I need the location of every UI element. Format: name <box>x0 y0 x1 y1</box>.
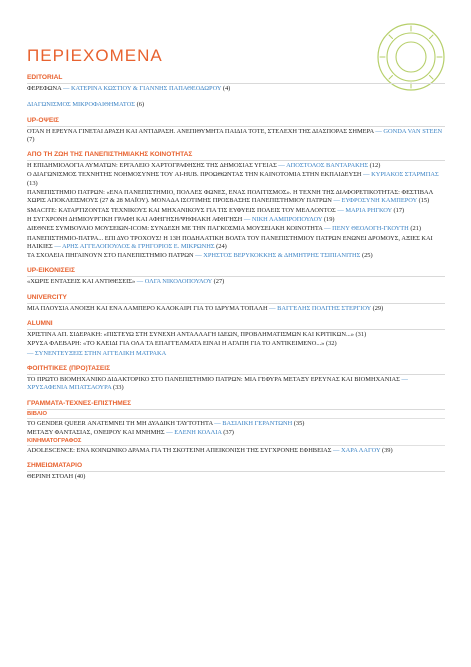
entry-separator: — <box>212 419 223 427</box>
entry-page-number: (39) <box>380 447 393 455</box>
section-heading: EDITORIAL <box>27 74 445 84</box>
entry-separator: — <box>276 162 287 170</box>
entry-separator: — <box>361 171 372 179</box>
toc-entry[interactable] <box>27 350 445 358</box>
entry-separator: — <box>322 225 333 233</box>
toc-list <box>27 74 445 482</box>
toc-section <box>27 393 445 456</box>
entry-page-number: (29) <box>371 304 384 312</box>
entry-author: ΒΑΓΓΕΛΗΣ ΠΟΛΙΤΗΣ ΣΤΕΡΓΙΟΥ <box>277 304 371 312</box>
toc-entry[interactable] <box>27 340 445 348</box>
subsection-heading: ΚΙΝΗΜΑΤΟΓΡΑΦΟΣ <box>27 438 445 446</box>
entry-page-number: (7) <box>27 135 35 143</box>
entry-page-number: (13) <box>27 179 38 187</box>
section-heading: ΣΗΜΕΙΩΜΑΤΑΡΙΟ <box>27 462 445 472</box>
entry-title: ΔΙΕΘΝΕΣ ΣΥΜΒΟΥΛΙΟ ΜΟΥΣΕΙΩΝ-ICOM: ΣΥΝΔΕΣΗ ΜΕ ΤΗΝ ΠΑΓΚΟΣΜΙΑ ΜΟΥΣΕΙΑΚΗ ΚΟΙΝΟΤΗΤΑ <box>27 225 323 233</box>
entry-separator: — <box>27 349 35 357</box>
section-gap <box>27 260 445 267</box>
entry-page-number: (4) <box>221 85 231 92</box>
toc-section <box>27 313 445 358</box>
entry-separator: — <box>135 278 145 286</box>
section-gap <box>27 144 445 151</box>
entry-page-number: (12) <box>368 162 381 170</box>
toc-entry[interactable] <box>27 216 445 224</box>
section-heading: ΑΠΟ ΤΗ ΖΩΗ ΤΗΣ ΠΑΝΕΠΙΣΤΗΜΙΑΚΗΣ ΚΟΙΝΟΤΗΤΑΣ <box>27 151 445 161</box>
section-gap <box>27 393 445 400</box>
toc-entry[interactable] <box>27 420 445 428</box>
entry-title: ΧΡΙΣΤΙΝΑ ΑΠ. ΣΙΔΕΡΑΚΗ: «ΠΙΣΤΕΥΩ ΣΤΗ ΣΥΝΕΧΗ ΑΝΤΑΛΛΑΓΗ ΙΔΕΩΝ, ΠΡΟΒΛΗΜΑΤΙΣΜΩΝ ΚΑΙ ΚΡΙΤΙΚΩΝ...» <box>27 331 354 339</box>
section-heading: UP-ΕΙΚΟΝΙΣΕΙΣ <box>27 267 445 277</box>
section-heading: ALUMNI <box>27 320 445 330</box>
entry-title: ΜΙΑ ΠΛΟΥΣΙΑ ΑΝΟΙΞΗ ΚΑΙ ΕΝΑ ΛΑΜΠΕΡΟ ΚΑΛΟΚΑΙΡΙ ΓΙΑ ΤΟ ΙΔΡΥΜΑ ΤΟΠΑΛΗ <box>27 304 268 312</box>
toc-entry[interactable] <box>27 162 445 170</box>
entry-author: ΟΛΓΑ ΝΙΚΟΛΟΠΟΥΛΟΥ <box>144 278 213 286</box>
entry-separator: — <box>331 447 342 455</box>
entry-page-number: (6) <box>135 101 145 109</box>
entry-page-number: (37) <box>221 428 234 436</box>
section-heading: UP-ΟΨΕΙΣ <box>27 117 445 127</box>
toc-entry[interactable] <box>27 278 445 286</box>
section-gap <box>27 93 445 100</box>
section-heading: UNIVERCITY <box>27 294 445 304</box>
entry-page-number: (24) <box>214 242 227 250</box>
entry-title: SMACITE: ΚΑΤΑΡΤΙΖΟΝΤΑΣ ΤΕΧΝΙΚΟΥΣ ΚΑΙ ΜΗΧΑΝΙΚΟΥΣ ΓΙΑ ΤΙΣ ΕΥΦΥΕΙΣ ΠΟΛΕΙΣ ΤΟΥ ΜΕΛΛΟΝΤΟΣ <box>27 206 336 214</box>
toc-section <box>27 260 445 286</box>
entry-separator: — <box>335 206 346 214</box>
entry-author: ΚΑΤΕΡΙΝΑ ΚΩΣΤΙΟΥ & ΓΙΑΝΝΗΣ ΠΑΠΑΘΕΟΔΩΡΟΥ <box>70 85 222 92</box>
entry-title: ΟΤΑΝ Η ΕΡΕΥΝΑ ΓΙΝΕΤΑΙ ΔΡΑΣΗ ΚΑΙ ΑΝΤΙΔΡΑΣΗ. ΑΝΕΠΙΘΥΜΗΤΑ ΠΑΙΔΙΑ ΤΟΤΕ, ΣΤΕΛΕΧΗ ΤΗΣ ΔΙΑΣΠΟΡΑΣ ΣΗΜΕΡΑ <box>27 127 374 135</box>
entry-page-number: (33) <box>111 384 124 392</box>
toc-entry[interactable] <box>27 171 445 188</box>
toc-entry[interactable] <box>27 429 445 437</box>
entry-title: ΠΑΝΕΠΙΣΤΗΜΙΟ-ΠΑΤΡΑ... ΕΠΙ ΔΥΟ ΤΡΟΧΟΥΣ! Η 13Η ΠΟΔΗΛΑΤΙΚΗ ΒΟΛΤΑ ΤΟΥ ΠΑΝΕΠΙΣΤΗΜΙΟΥ ΠΑΤΡΩΝ ΕΝΩΝΕΙ ΔΡΟΜΟΥΣ, ΑΞΙΕΣ ΚΑΙ ΗΛΙΚΙΕΣ <box>27 234 433 250</box>
entry-separator: — <box>267 304 278 312</box>
entry-title: «ΧΩΡΙΣ ΕΝΤΑΣΕΙΣ ΚΑΙ ΑΝΤΙΘΕΣΕΙΣ» <box>27 278 136 286</box>
entry-page-number: (21) <box>408 225 422 233</box>
entry-page-number: (31) <box>353 331 367 339</box>
entry-author: ΒΑΣΙΛΙΚΗ ΓΕΡΑΝΤΩΝΗ <box>222 419 293 427</box>
entry-separator: — <box>52 242 62 250</box>
subsection-heading: ΒΙΒΛΙΟ <box>27 411 445 419</box>
entry-title: ΤΟ ΠΡΩΤΟ ΒΙΟΜΗΧΑΝΙΚΟ ΔΙΔΑΚΤΟΡΙΚΟ ΣΤΟ ΠΑΝΕΠΙΣΤΗΜΙΟ ΠΑΤΡΩΝ: ΜΙΑ ΓΕΦΥΡΑ ΜΕΤΑΞΥ ΕΡΕΥΝΑΣ ΚΑΙ ΒΙΟΜΗΧΑΝΙΑΣ <box>27 375 400 383</box>
entry-author: ΣΥΝΕΝΤΕΥΞΕΙΣ ΣΤΗΝ ΑΓΓΕΛΙΚΗ ΜΑΤΡΑΚΑ <box>35 349 167 357</box>
entry-title: Η ΣΥΓΧΡΟΝΗ ΔΗΜΙΟΥΡΓΙΚΗ ΓΡΑΦΗ ΚΑΙ ΑΦΗΓΗΣΗ/ΨΗΦΙΑΚΗ ΑΦΗΓΗΣΗ <box>27 215 243 223</box>
entry-author: ΕΥΦΡΟΣΥΝΗ ΚΑΜΠΕΡΟΥ <box>341 197 417 205</box>
entry-title: ΜΕΤΑΞΥ ΦΑΝΤΑΣΙΑΣ, ΟΝΕΙΡΟΥ ΚΑΙ ΜΝΗΜΗΣ <box>27 428 165 436</box>
section-gap <box>27 455 445 462</box>
entry-author: ΔΙΑΓΩΝΙΣΜΟΣ ΜΙΚΡΟΦΑΙΘΗΜΑΤΟΣ <box>27 101 136 109</box>
entry-separator: — <box>193 252 204 260</box>
entry-title: ΠΑΝΕΠΙΣΤΗΜΙΟ ΠΑΤΡΩΝ: «ΕΝΑ ΠΑΝΕΠΙΣΤΗΜΙΟ, ΠΟΛΛΕΣ ΦΩΝΕΣ, ΕΝΑΣ ΠΟΛΙΤΙΣΜΟΣ». Η ΤΕΧΝΗ ΤΗΣ ΔΙΑΦΟΡΕΤΙΚΟΤΗΤΑΣ: ΦΕΣΤΙΒΑΛ ΧΩΡΙΣ ΑΠΟΚΛΕΙΣΜΟΥΣ (27 & 28 ΜΑΪΟΥ). ΜΟΝΑΔΑ ΙΣΟΤΙΜΗΣ ΠΡΟΣΒΑΣΗΣ ΠΑΝΕΠΙΣΤΗΜΙΟΥ ΠΑΤΡΩΝ <box>27 189 434 205</box>
entry-title: Η ΕΠΙΔΗΜΙΟΛΟΓΙΑ ΛΥΜΑΤΩΝ: ΕΡΓΑΛΕΙΟ ΧΑΡΤΟΓΡΑΦΗΣΗΣ ΤΗΣ ΔΗΜΟΣΙΑΣ ΥΓΕΙΑΣ <box>27 162 277 170</box>
toc-entry[interactable] <box>27 189 445 206</box>
entry-page-number: (19) <box>322 215 335 223</box>
page-title: ΠΕΡΙΕΧΟΜΕΝΑ <box>27 46 163 66</box>
section-gap <box>27 313 445 320</box>
section-gap <box>27 110 445 117</box>
section-heading: ΓΡΑΜΜΑΤΑ-ΤΕΧΝΕΣ-ΕΠΙΣΤΗΜΕΣ <box>27 400 445 410</box>
entry-page-number: (17) <box>391 206 405 214</box>
entry-author: ΧΑΡΑ ΛΑΓΟΥ <box>341 447 381 455</box>
entry-title: TO GENDER QUEER ΑΝΑΤΕΜΝΕΙ ΤΗ ΜΗ ΔΥΑΔΙΚΗ ΤΑΥΤΟΤΗΤΑ <box>27 419 213 427</box>
toc-entry[interactable] <box>27 473 445 481</box>
toc-section <box>27 358 445 393</box>
entry-separator: — <box>61 85 71 92</box>
entry-title: ΧΡΥΣΑ ΦΛΕΒΑΡΗ: «ΤΟ ΚΛΕΙΔΙ ΓΙΑ ΟΛΑ ΤΑ ΕΠΑΓΓΕΛΜΑΤΑ ΕΙΝΑΙ Η ΑΓΑΠΗ ΓΙΑ ΤΟ ΑΝΤΙΚΕΙΜΕΝΟ...» <box>27 340 325 348</box>
entry-page-number: (35) <box>292 419 305 427</box>
entry-author: ΠΕΝΥ ΘΕΟΛΟΓΗ-ΓΚΟΥΤΗ <box>332 225 409 233</box>
toc-entry[interactable] <box>27 101 445 109</box>
entry-page-number: (32) <box>324 340 337 348</box>
toc-entry[interactable] <box>27 331 445 339</box>
entry-author: ΜΑΡΙΑ ΡΗΓΚΟΥ <box>345 206 392 214</box>
toc-entry[interactable] <box>27 447 445 455</box>
toc-entry[interactable] <box>27 235 445 252</box>
toc-section <box>27 287 445 313</box>
entry-author: ΚΥΡΙΑΚΟΣ ΣΤΑΡΜΠΑΣ <box>371 171 439 179</box>
toc-entry[interactable] <box>27 128 445 145</box>
entry-separator: — <box>331 197 342 205</box>
toc-entry[interactable] <box>27 305 445 313</box>
entry-author: ΕΛΕΝΗ ΚΟΛΛΙΑ <box>174 428 222 436</box>
section-gap <box>27 358 445 365</box>
entry-title: Ο ΔΙΑΓΩΝΙΣΜΟΣ ΤΕΧΝΗΤΗΣ ΝΟΗΜΟΣΥΝΗΣ ΤΟΥ AI-HUB. ΠΡΟΩΘΩΝΤΑΣ ΤΗΝ ΚΑΙΝΟΤΟΜΙΑ ΣΤΗΝ ΕΚΠΑΙΔΕΥΣΗ <box>27 171 362 179</box>
toc-entry[interactable] <box>27 85 445 93</box>
entry-separator: — <box>164 428 175 436</box>
entry-page-number: (27) <box>212 278 225 286</box>
entry-title: ΘΕΡΙΝΗ ΣΤΟΛΗ <box>27 473 74 481</box>
entry-author: GONDA VAN STEEN <box>383 127 443 135</box>
entry-title: ΤΑ ΣΧΟΛΕΙΑ ΠΗΓΑΙΝΟΥΝ ΣΤΟ ΠΑΝΕΠΙΣΤΗΜΙΟ ΠΑΤΡΩΝ <box>27 252 194 260</box>
toc-section <box>27 110 445 145</box>
entry-page-number: (40) <box>73 473 86 481</box>
toc-section <box>27 93 445 109</box>
toc-entry[interactable] <box>27 207 445 215</box>
toc-section <box>27 74 445 93</box>
entry-separator: — <box>399 375 408 383</box>
toc-entry[interactable] <box>27 376 445 393</box>
entry-author: ΑΡΗΣ ΑΓΓΕΛΟΠΟΥΛΟΣ & ΓΡΗΓΟΡΙΟΣ Ε. ΜΙΚΡΩΝΗΣ <box>61 242 215 250</box>
entry-title: ADOLESCENCE: ΕΝΑ ΚΟΙΝΩΝΙΚΟ ΔΡΑΜΑ ΓΙΑ ΤΗ ΣΚΟΤΕΙΝΗ ΑΠΕΙΚΟΝΙΣΗ ΤΗΣ ΣΥΓΧΡΟΝΗΣ ΕΦΗΒΕΙΑΣ <box>27 447 332 455</box>
toc-section <box>27 144 445 260</box>
entry-separator: — <box>373 127 384 135</box>
entry-author: ΧΡΥΣΑΦΕΝΙΑ ΜΠΑΤΣΑΟΥΡΑ <box>27 384 112 392</box>
toc-section <box>27 455 445 481</box>
entry-title: ΦΕΡΕΦΩΝΑ <box>27 85 62 92</box>
section-heading: ΦΟΙΤΗΤΙΚΕΣ (ΠΡΟ)ΤΑΣΕΙΣ <box>27 365 445 375</box>
section-gap <box>27 287 445 294</box>
toc-entry[interactable] <box>27 225 445 233</box>
toc-entry[interactable] <box>27 252 445 260</box>
entry-separator: — <box>242 215 252 223</box>
entry-author: ΝΙΚΗ ΛΑΜΠΡΟΠΟΥΛΟΥ <box>251 215 323 223</box>
entry-page-number: (15) <box>416 197 430 205</box>
entry-author: ΑΠΟΣΤΟΛΟΣ ΒΑΝΤΑΡΑΚΗΣ <box>286 162 369 170</box>
entry-author: ΧΡΗΣΤΟΣ ΒΕΡΥΚΟΚΚΗΣ & ΔΗΜΗΤΡΗΣ ΤΣΙΠΙΑΝΙΤΗΣ <box>203 252 361 260</box>
entry-page-number: (25) <box>360 252 373 260</box>
